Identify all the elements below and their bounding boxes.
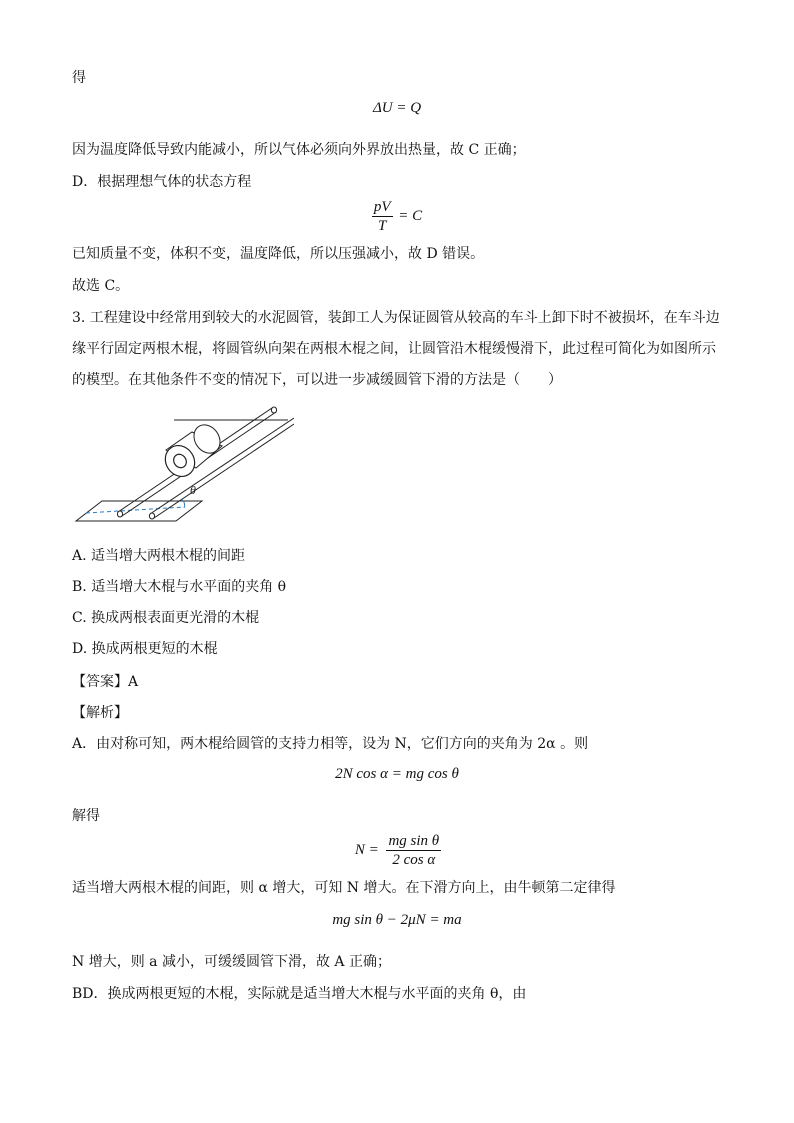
text-line: 因为温度降低导致内能减小，所以气体必须向外界放出热量，故 C 正确；: [72, 142, 526, 158]
equation-newton: mg sin θ − 2μN = ma: [332, 912, 462, 928]
analysis-label: 【解析】: [72, 705, 128, 721]
option-c: C. 换成两根表面更光滑的木棍: [72, 610, 260, 626]
analysis-text: N 增大，则 a 减小，可缓缓圆管下滑，故 A 正确；: [72, 954, 391, 970]
fraction-numerator: pV: [373, 199, 391, 215]
text-line: D．根据理想气体的状态方程: [72, 174, 252, 190]
analysis-text: 适当增大两根木棍的间距，则 α 增大，可知 N 增大。在下滑方向上，由牛顿第二定律得: [72, 880, 616, 896]
fraction: [372, 198, 393, 235]
angle-label: θ: [190, 483, 196, 497]
rod-back-top: [271, 407, 276, 413]
fraction-numerator: mg sin θ: [388, 833, 440, 849]
equation-lhs: N =: [354, 842, 379, 858]
equation-n: [0, 832, 794, 869]
question-text: 缘平行固定两根木棍，将圆管纵向架在两根木棍之间，让圆管沿木棍缓慢滑下，此过程可简化为如图所示: [72, 341, 716, 357]
fraction-denominator: 2 cos α: [392, 852, 436, 868]
option-b: B. 适当增大木棍与水平面的夹角 θ: [72, 579, 287, 595]
question-text: 的模型。在其他条件不变的情况下，可以进一步减缓圆管下滑的方法是（ ）: [72, 372, 562, 388]
analysis-text: BD．换成两根更短的木棍，实际就是适当增大木棍与水平面的夹角 θ，由: [72, 986, 527, 1002]
fraction-denominator: T: [378, 218, 387, 234]
analysis-text: A．由对称可知，两木棍给圆管的支持力相等，设为 N，它们方向的夹角为 2α 。则: [72, 736, 589, 752]
text-line: 得: [72, 70, 86, 86]
pipe-on-rods-figure: [74, 398, 294, 532]
fraction: [386, 832, 441, 869]
analysis-text: 解得: [72, 808, 100, 824]
option-d: D. 换成两根更短的木棍: [72, 641, 218, 657]
equation-delta-u: ΔU = Q: [372, 100, 422, 116]
equation-support-force: 2N cos α = mg cos θ: [335, 766, 459, 782]
equation-state: [0, 198, 794, 235]
option-a: A. 适当增大两根木棍的间距: [72, 548, 246, 564]
text-line: 已知质量不变，体积不变，温度降低，所以压强减小，故 D 错误。: [72, 246, 485, 262]
angle-arc: [182, 499, 185, 508]
text-line: 故选 C。: [72, 278, 130, 294]
rod-back-end: [117, 511, 122, 517]
equation-rhs: = C: [398, 208, 423, 224]
answer-label: 【答案】A: [72, 674, 139, 690]
question-text: 3. 工程建设中经常用到较大的水泥圆管，装卸工人为保证圆管从较高的车斗上卸下时不被损坏，在车斗边: [72, 310, 720, 326]
rod-front-end: [149, 513, 154, 519]
figure-drawing: [74, 398, 294, 528]
